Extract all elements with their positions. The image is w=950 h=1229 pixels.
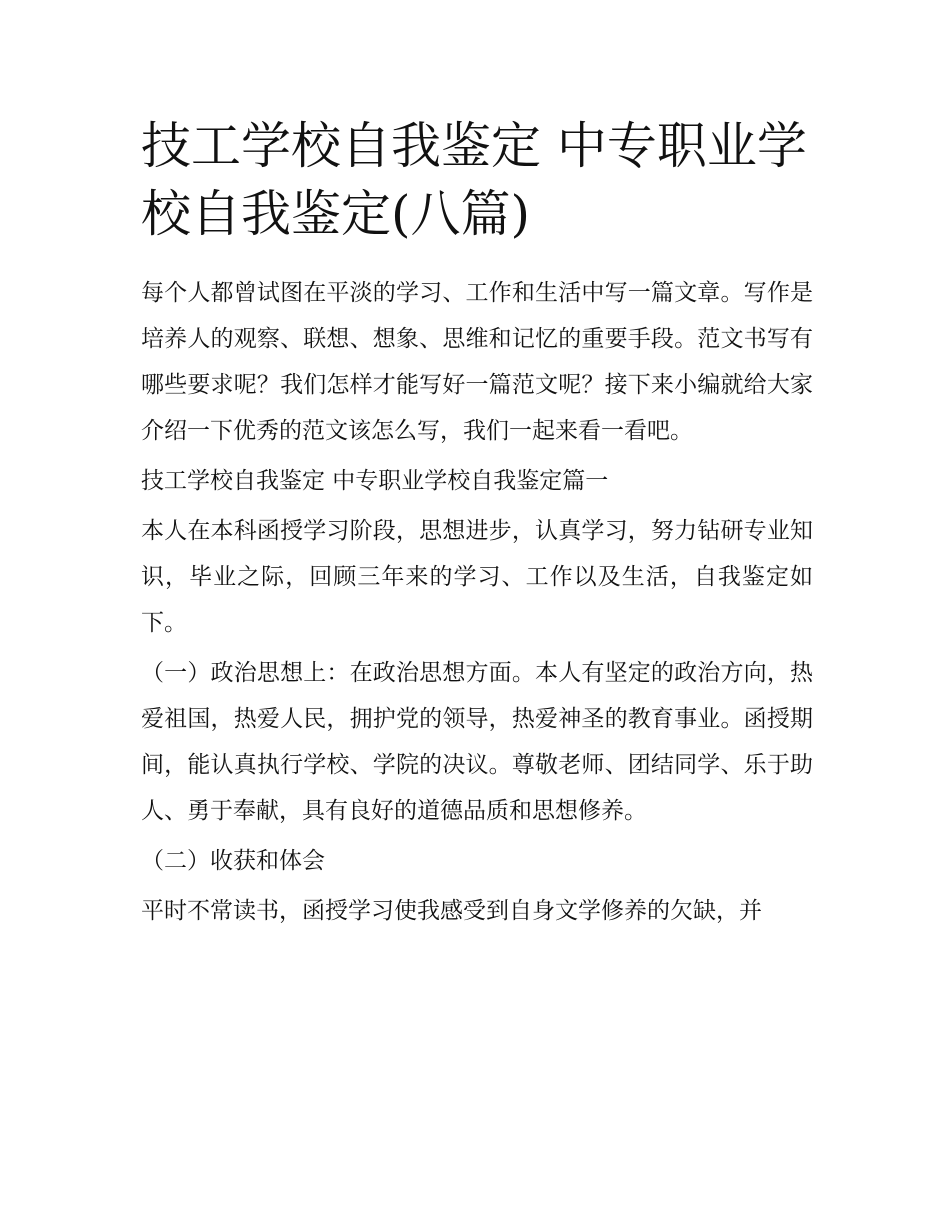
intro-paragraph: 每个人都曾试图在平淡的学习、工作和生活中写一篇文章。写作是培养人的观察、联想、想象、思维和记忆的重要手段。范文书写有哪些要求呢？我们怎样才能写好一篇范文呢？接下来小编就给大家介绍一下优秀的范文该怎么写，我们一起来看一看吧。 [141,280,813,444]
document-title: 技工学校自我鉴定 中专职业学校自我鉴定(八篇) [141,117,807,243]
section-heading: 技工学校自我鉴定 中专职业学校自我鉴定篇一 [141,468,609,494]
paragraph: 本人在本科函授学习阶段，思想进步，认真学习，努力钻研专业知识，毕业之际，回顾三年来的学习、工作以及生活，自我鉴定如下。 [141,518,813,636]
subheading-gains: （二）收获和体会 [141,848,325,874]
document-page [141,112,813,938]
paragraph-political-thought: （一）政治思想上：在政治思想方面。本人有坚定的政治方向，热爱祖国，热爱人民，拥护党的领导，热爱神圣的教育事业。函授期间，能认真执行学校、学院的决议。尊敬老师、团结同学、乐于助人、勇于奉献，具有良好的道德品质和思想修养。 [141,660,813,824]
document-body [141,270,813,934]
paragraph-reading: 平时不常读书，函授学习使我感受到自身文学修养的欠缺，并 [141,898,762,924]
